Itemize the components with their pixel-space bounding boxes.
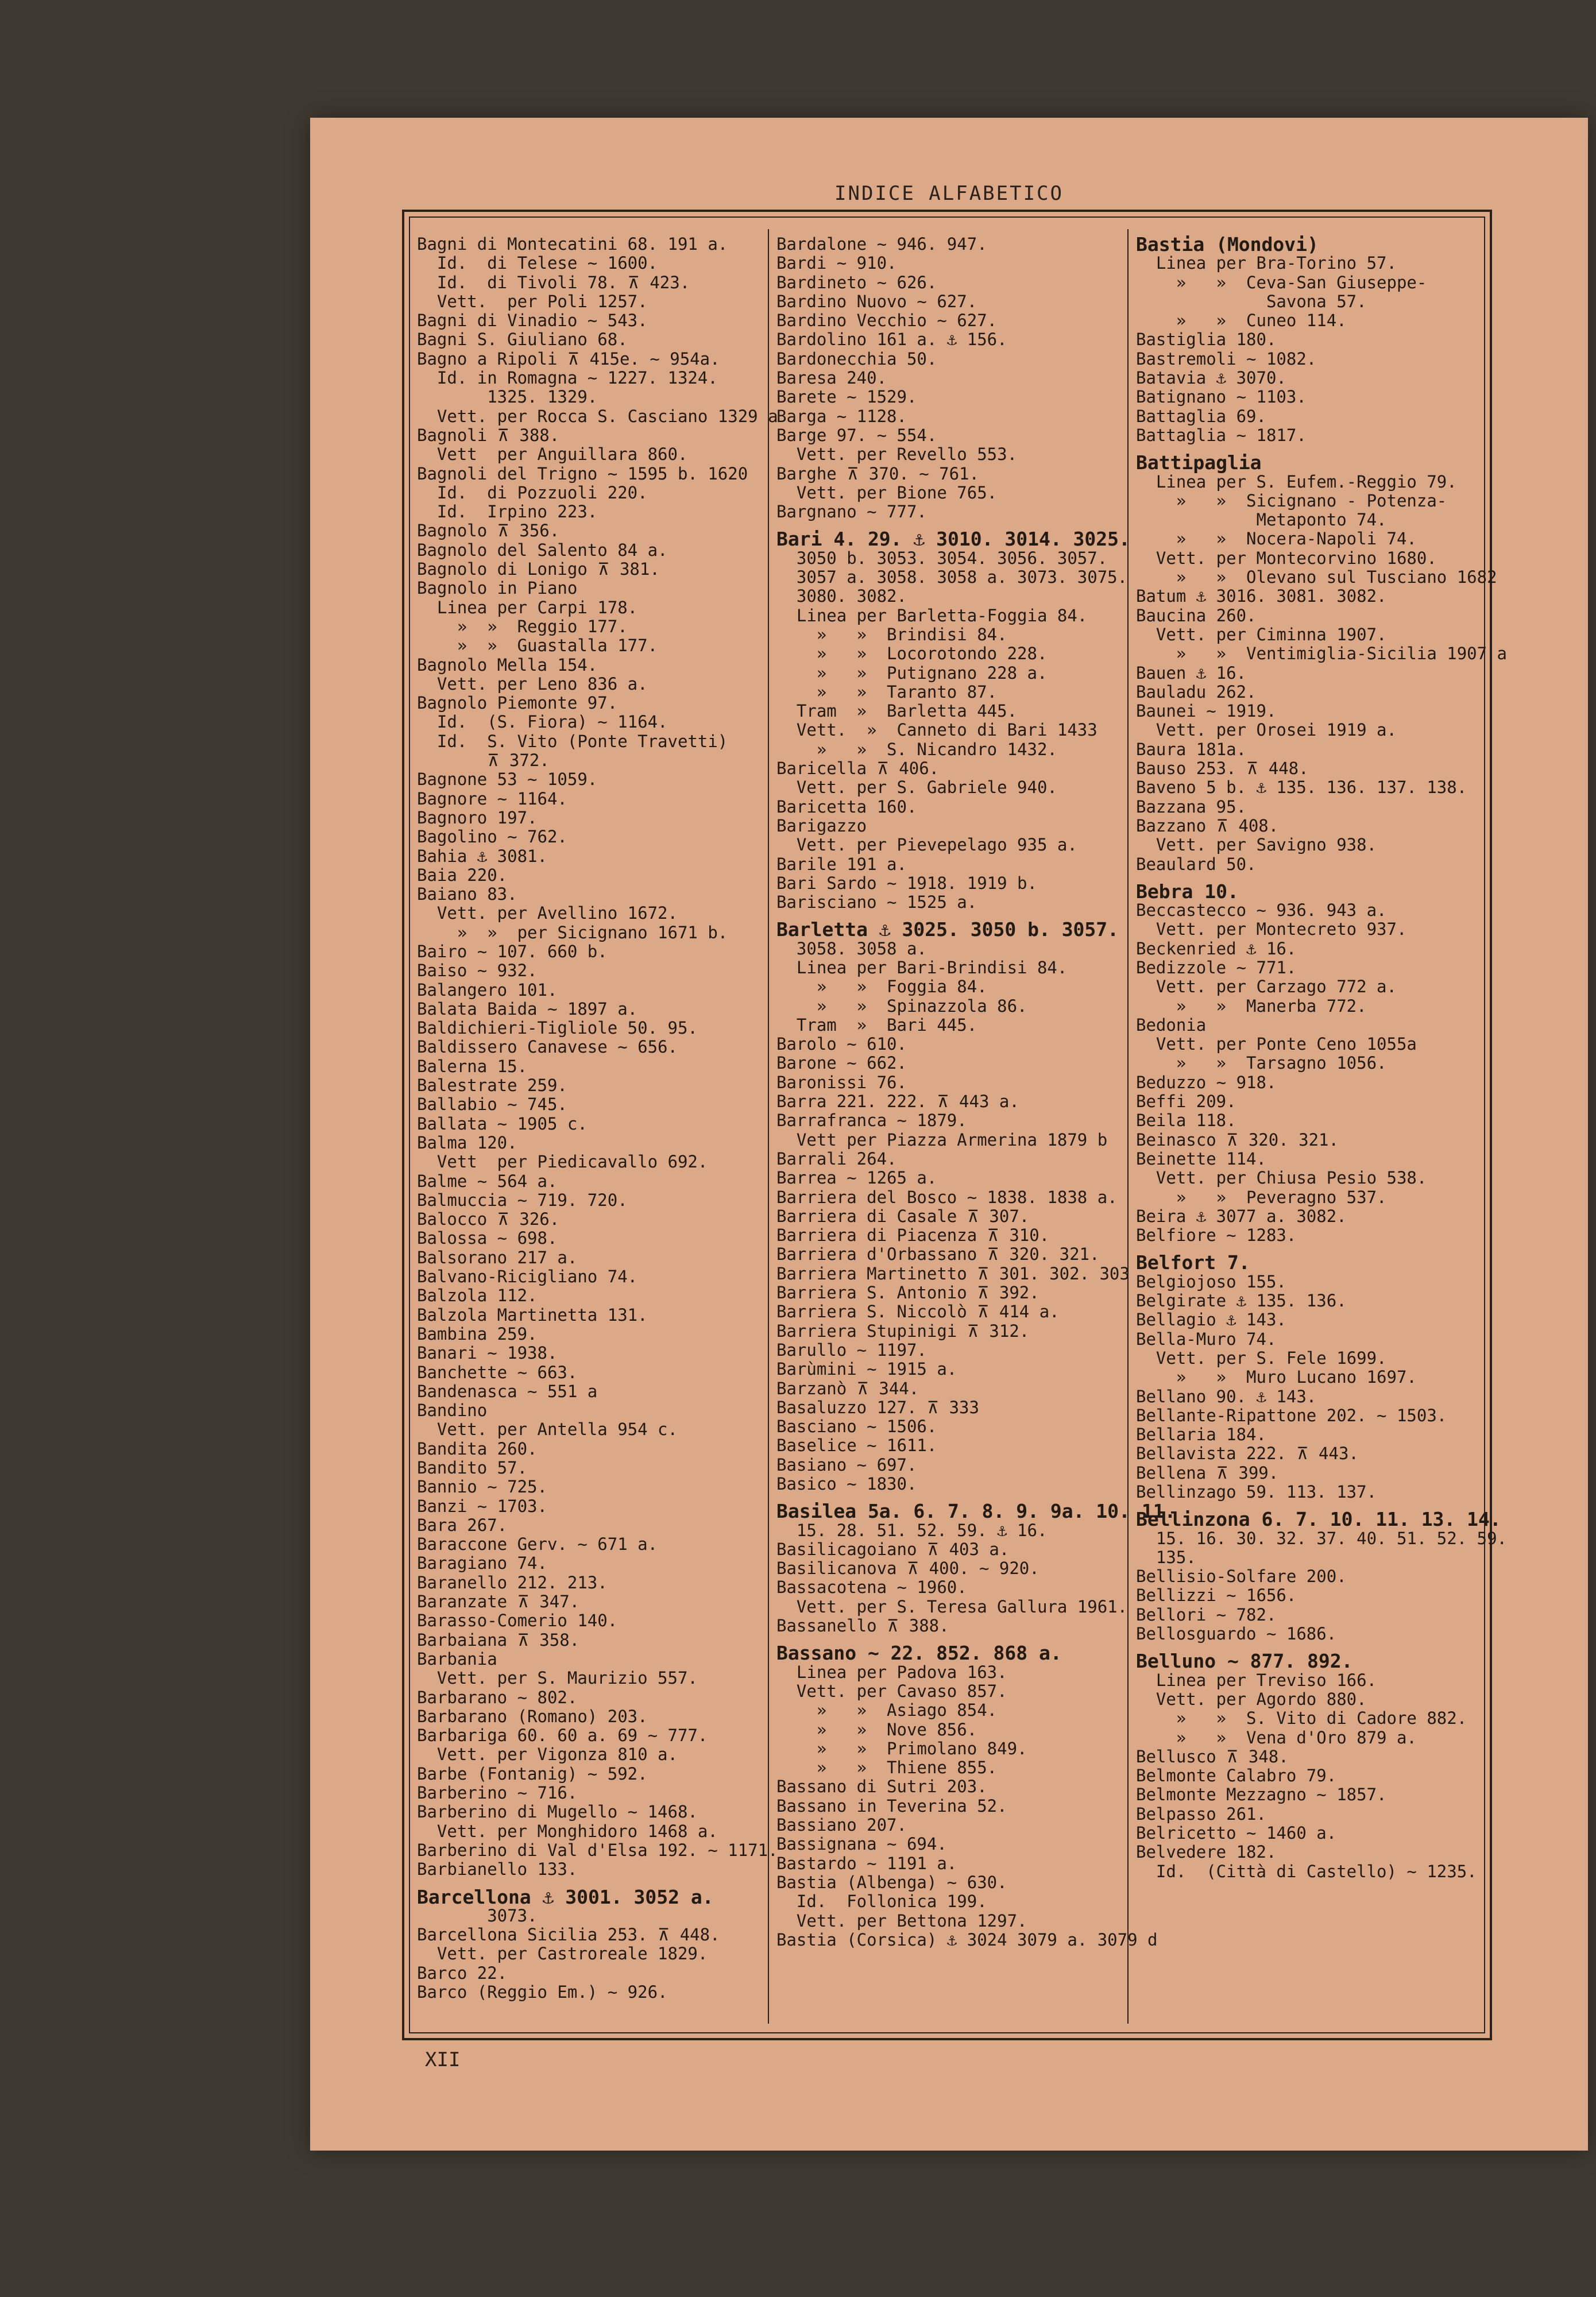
index-entry: Barbania — [417, 1649, 497, 1669]
index-entry: » » Taranto 87. — [776, 682, 998, 702]
index-entry: Bellano 90. ⚓ 143. — [1136, 1386, 1317, 1406]
index-entry: Vett. per S. Fele 1699. — [1136, 1348, 1387, 1368]
index-entry: Basilicagoiano ⊼ 403 a. — [776, 1539, 1010, 1559]
index-entry: Beinasco ⊼ 320. 321. — [1136, 1130, 1339, 1150]
index-entry: » » Ceva-San Giuseppe- — [1136, 272, 1427, 292]
index-entry: Vett. per Agordo 880. — [1136, 1689, 1367, 1709]
index-entry: » » Sicignano - Potenza- — [1136, 490, 1447, 511]
index-entry: » » S. Nicandro 1432. — [776, 739, 1057, 759]
index-entry: Bannio ~ 725. — [417, 1477, 547, 1497]
index-entry: Bella-Muro 74. — [1136, 1329, 1277, 1349]
index-entry: Bassignana ~ 694. — [776, 1834, 947, 1854]
index-entry: Vett. per Carzago 772 a. — [1136, 977, 1397, 997]
index-entry: » » S. Vito di Cadore 882. — [1136, 1708, 1467, 1728]
index-entry: Id. Follonica 199. — [776, 1892, 987, 1912]
index-entry: Bargnano ~ 777. — [776, 502, 927, 522]
index-entry: » » Tarsagno 1056. — [1136, 1053, 1387, 1073]
index-entry: Vett. per Orosei 1919 a. — [1136, 720, 1397, 740]
index-entry: Baricetta 160. — [776, 796, 917, 817]
index-entry: Barberino di Val d'Elsa 192. ~ 1171. — [417, 1840, 778, 1860]
index-entry: Balme ~ 564 a. — [417, 1171, 558, 1191]
index-entry: » » Cuneo 114. — [1136, 311, 1347, 331]
index-entry: Vett per Anguillara 860. — [417, 444, 688, 465]
index-entry: Barriera di Piacenza ⊼ 310. — [776, 1225, 1050, 1246]
index-entry: Bandino — [417, 1401, 488, 1421]
index-entry: Bellinzago 59. 113. 137. — [1136, 1482, 1377, 1502]
index-entry: » » Asiago 854. — [776, 1700, 998, 1720]
index-entry: Bellizzi ~ 1656. — [1136, 1586, 1297, 1606]
index-frame — [402, 210, 1508, 2040]
index-entry: » » per Sicignano 1671 b. — [417, 922, 728, 942]
index-entry: Barco (Reggio Em.) ~ 926. — [417, 1982, 668, 2002]
index-entry: Beaulard 50. — [1136, 854, 1257, 874]
index-entry: Barberino di Mugello ~ 1468. — [417, 1802, 698, 1822]
index-entry: Linea per Padova 163. — [776, 1662, 1007, 1682]
index-heading: Bari 4. 29. ⚓ 3010. 3014. 3025. — [776, 528, 1130, 551]
index-entry: Bastremoli ~ 1082. — [1136, 349, 1317, 369]
index-entry: Barullo ~ 1197. — [776, 1340, 927, 1360]
index-entry: » » Primolano 849. — [776, 1738, 1027, 1758]
index-entry: Beila 118. — [1136, 1111, 1236, 1131]
index-entry: Battaglia 69. — [1136, 406, 1266, 426]
index-entry: » » Foggia 84. — [776, 977, 987, 997]
index-entry: » » Ventimiglia-Sicilia 1907 a — [1136, 644, 1508, 664]
index-entry: Metaponto 74. — [1136, 510, 1387, 530]
index-entry: Bardineto ~ 626. — [776, 272, 937, 292]
index-entry: Barasso-Comerio 140. — [417, 1611, 618, 1631]
index-entry: Beira ⚓ 3077 a. 3082. — [1136, 1206, 1347, 1226]
index-entry: Bardi ~ 910. — [776, 253, 897, 273]
index-entry: Vett. per Montecreto 937. — [1136, 919, 1407, 939]
index-entry: Baveno 5 b. ⚓ 135. 136. 137. 138. — [1136, 778, 1467, 798]
index-entry: Balocco ⊼ 326. — [417, 1209, 560, 1229]
index-entry: Id. di Tivoli 78. ⊼ 423. — [417, 272, 690, 292]
index-entry: Balestrate 259. — [417, 1076, 567, 1096]
index-entry: 15. 16. 30. 32. 37. 40. 51. 52. 59. — [1136, 1528, 1508, 1548]
index-entry: Savona 57. — [1136, 291, 1367, 311]
index-entry: Balsorano 217 a. — [417, 1247, 578, 1267]
index-entry: » » Reggio 177. — [417, 616, 628, 636]
index-entry: Baunei ~ 1919. — [1136, 701, 1277, 721]
index-column-1 — [417, 234, 778, 2027]
index-entry: Bandenasca ~ 551 a — [417, 1381, 598, 1401]
index-entry: Ballabio ~ 745. — [417, 1095, 567, 1115]
index-entry: Bahia ⚓ 3081. — [417, 846, 547, 866]
index-heading: Bellinzona 6. 7. 10. 11. 13. 14. — [1136, 1508, 1501, 1531]
index-entry: Linea per Carpi 178. — [417, 597, 638, 617]
index-entry: Belfiore ~ 1283. — [1136, 1225, 1297, 1246]
index-entry: Balmuccia ~ 719. 720. — [417, 1190, 628, 1210]
index-entry: Baiso ~ 932. — [417, 961, 538, 981]
index-entry: Vett. per Antella 954 c. — [417, 1420, 678, 1440]
index-entry: Belmonte Calabro 79. — [1136, 1766, 1337, 1786]
index-entry: Bagno a Ripoli ⊼ 415e. ~ 954a. — [417, 349, 720, 369]
index-entry: Basiano ~ 697. — [776, 1455, 917, 1475]
index-entry: Barbariga 60. 60 a. 69 ~ 777. — [417, 1726, 708, 1746]
index-entry: Baresa 240. — [776, 368, 887, 388]
index-entry: Barrea ~ 1265 a. — [776, 1168, 937, 1188]
index-entry: Barrali 264. — [776, 1148, 897, 1169]
index-entry: Balerna 15. — [417, 1056, 528, 1076]
index-entry: Bellori ~ 782. — [1136, 1604, 1277, 1625]
page — [310, 118, 1588, 2151]
index-entry: Baronissi 76. — [776, 1072, 907, 1092]
index-entry: » » Putignano 228 a. — [776, 663, 1048, 683]
index-entry: Vett. per Ciminna 1907. — [1136, 624, 1387, 644]
index-entry: Basaluzzo 127. ⊼ 333 — [776, 1397, 979, 1417]
index-entry: Bagnone 53 ~ 1059. — [417, 769, 598, 790]
index-entry: Bairo ~ 107. 660 b. — [417, 941, 608, 961]
index-entry: Balossa ~ 698. — [417, 1228, 558, 1248]
index-entry: Barbianello 133. — [417, 1859, 578, 1880]
index-entry: Bellosguardo ~ 1686. — [1136, 1624, 1337, 1644]
index-entry: Bardino Nuovo ~ 627. — [776, 291, 977, 311]
index-entry: Vett. per Pievepelago 935 a. — [776, 835, 1077, 855]
index-entry: Barco 22. — [417, 1963, 508, 1983]
index-entry: Vett per Piedicavallo 692. — [417, 1152, 708, 1172]
index-entry: Batavia ⚓ 3070. — [1136, 368, 1286, 388]
index-entry: Vett. per S. Maurizio 557. — [417, 1668, 698, 1688]
index-entry: Baiano 83. — [417, 884, 517, 904]
index-entry: Vett. per Chiusa Pesio 538. — [1136, 1168, 1427, 1188]
index-entry: Vett. per Rocca S. Casciano 1329 a — [417, 406, 778, 426]
index-entry: Bastia (Corsica) ⚓ 3024 3079 a. 3079 d — [776, 1929, 1158, 1950]
index-entry: Bassano di Sutri 203. — [776, 1777, 987, 1797]
index-heading: Barcellona ⚓ 3001. 3052 a. — [417, 1885, 714, 1908]
index-entry: Bellavista 222. ⊼ 443. — [1136, 1444, 1359, 1464]
index-entry: Balzola Martinetta 131. — [417, 1305, 648, 1325]
index-entry: » » Thiene 855. — [776, 1758, 998, 1778]
index-entry: Bellisio-Solfare 200. — [1136, 1567, 1347, 1587]
index-entry: Baranello 212. 213. — [417, 1572, 608, 1592]
index-entry: Vett. per Leno 836 a. — [417, 674, 648, 694]
index-entry: Barberino ~ 716. — [417, 1783, 578, 1803]
index-entry: Linea per Bari-Brindisi 84. — [776, 957, 1068, 977]
index-heading: Belfort 7. — [1136, 1251, 1250, 1274]
index-entry: 135. — [1136, 1547, 1196, 1567]
index-entry: Bellaria 184. — [1136, 1425, 1266, 1445]
index-entry: Belricetto ~ 1460 a. — [1136, 1823, 1337, 1843]
index-entry: Barbaiana ⊼ 358. — [417, 1630, 580, 1650]
index-entry: Belpasso 261. — [1136, 1804, 1266, 1824]
index-entry: Batum ⚓ 3016. 3081. 3082. — [1136, 586, 1387, 606]
index-entry: Belluscо ⊼ 348. — [1136, 1746, 1289, 1766]
index-entry: Bagnolo di Lonigo ⊼ 381. — [417, 559, 660, 579]
index-entry: Bastia (Albenga) ~ 630. — [776, 1872, 1007, 1892]
index-entry: » » Nocera-Napoli 74. — [1136, 529, 1417, 549]
index-heading: Bastia (Mondovi) — [1136, 233, 1319, 256]
index-heading: Bebra 10. — [1136, 880, 1239, 903]
index-entry: Vett. per Ponte Ceno 1055a — [1136, 1034, 1417, 1054]
index-entry: Barzanò ⊼ 344. — [776, 1378, 919, 1398]
index-entry: Bagni di Vinadio ~ 543. — [417, 311, 648, 331]
page-header: INDICE ALFABETICO — [834, 182, 1064, 205]
index-entry: Bassanello ⊼ 388. — [776, 1616, 949, 1636]
index-entry: Baranzate ⊼ 347. — [417, 1592, 580, 1612]
index-entry: Baia 220. — [417, 865, 508, 885]
index-entry: Vett. per Vigonza 810 a. — [417, 1745, 678, 1765]
index-column-3 — [1136, 233, 1508, 2027]
index-heading: Belluno ~ 877. 892. — [1136, 1650, 1353, 1673]
index-entry: Bagni di Montecatini 68. 191 a. — [417, 234, 728, 254]
index-entry: Banchette ~ 663. — [417, 1362, 578, 1382]
index-entry: Baselice ~ 1611. — [776, 1436, 937, 1456]
index-entry: Baldichieri-Tigliole 50. 95. — [417, 1018, 698, 1038]
column-divider — [768, 229, 769, 2024]
index-entry: » » Vena d'Oro 879 a. — [1136, 1727, 1417, 1747]
index-entry: Bagolino ~ 762. — [417, 827, 567, 847]
index-entry: 3057 a. 3058. 3058 a. 3073. 3075. — [776, 567, 1128, 587]
index-entry: Basciano ~ 1506. — [776, 1417, 937, 1437]
index-entry: Barcellona Sicilia 253. ⊼ 448. — [417, 1925, 720, 1945]
index-entry: Ballata ~ 1905 c. — [417, 1113, 588, 1134]
index-entry: » » Spinazzola 86. — [776, 996, 1027, 1016]
index-entry: Bagnoro 197. — [417, 807, 538, 827]
index-entry: Balata Baida ~ 1897 a. — [417, 999, 638, 1019]
index-entry: Balangero 101. — [417, 980, 558, 1000]
index-entry: Barolo ~ 610. — [776, 1034, 907, 1054]
index-entry: Barisciano ~ 1525 a. — [776, 892, 977, 912]
index-entry: 1325. 1329. — [417, 387, 598, 407]
index-entry: Vett. per Montecorvino 1680. — [1136, 548, 1437, 568]
index-entry: Vett. per Monghidoro 1468 a. — [417, 1821, 718, 1841]
index-entry: 3080. 3082. — [776, 586, 907, 606]
index-heading: Battipaglia — [1136, 451, 1262, 474]
index-entry: Belgirate ⚓ 135. 136. — [1136, 1291, 1347, 1311]
index-entry: Barone ~ 662. — [776, 1053, 907, 1073]
index-entry: Balzola 112. — [417, 1286, 538, 1306]
index-entry: Vett. per Bettona 1297. — [776, 1911, 1027, 1931]
index-entry: Vett. per Revello 553. — [776, 444, 1018, 465]
index-entry: Vett. per Poli 1257. — [417, 291, 648, 311]
index-entry: Baucina 260. — [1136, 605, 1257, 625]
index-entry: » » Peveragno 537. — [1136, 1187, 1387, 1207]
index-entry: Baricella ⊼ 406. — [776, 759, 940, 779]
index-entry: Bara 267. — [417, 1515, 508, 1535]
index-entry: Bagnolo in Piano — [417, 578, 578, 598]
index-entry: Baraccone Gerv. ~ 671 a. — [417, 1534, 658, 1554]
index-entry: Barrafranca ~ 1879. — [776, 1111, 967, 1131]
index-entry: Bedizzole ~ 771. — [1136, 957, 1297, 977]
index-entry: Beffi 209. — [1136, 1092, 1236, 1112]
index-entry: Barriera d'Orbassano ⊼ 320. 321. — [776, 1244, 1100, 1264]
index-entry: Bassano in Teverina 52. — [776, 1796, 1007, 1816]
index-entry: Baldissero Canavese ~ 656. — [417, 1037, 678, 1057]
index-entry: Barghe ⊼ 370. ~ 761. — [776, 463, 979, 484]
column-divider — [1127, 229, 1129, 2024]
index-entry: » » Manerba 772. — [1136, 996, 1367, 1016]
index-entry: Vett. per Avellino 1672. — [417, 903, 678, 923]
index-entry: Barigazzo — [776, 815, 867, 836]
index-entry: Barriera S. Antonio ⊼ 392. — [776, 1283, 1039, 1303]
index-entry: Barriera Stupinigi ⊼ 312. — [776, 1321, 1030, 1341]
index-entry: Bellagio ⚓ 143. — [1136, 1310, 1286, 1330]
index-entry: Beduzzo ~ 918. — [1136, 1072, 1277, 1092]
index-entry: Bandito 57. — [417, 1458, 528, 1478]
index-entry: Beinette 114. — [1136, 1148, 1266, 1169]
index-entry: Bellena ⊼ 399. — [1136, 1463, 1279, 1483]
index-entry: Id. in Romagna ~ 1227. 1324. — [417, 368, 718, 388]
index-entry: Bagnolo Piemonte 97. — [417, 693, 618, 713]
index-entry: Barriera del Bosco ~ 1838. 1838 a. — [776, 1187, 1118, 1207]
index-entry: Linea per Bra-Torino 57. — [1136, 253, 1397, 273]
index-entry: Bedonia — [1136, 1015, 1207, 1035]
index-entry: Id. Irpino 223. — [417, 502, 598, 522]
index-entry: Vett. per S. Gabriele 940. — [776, 778, 1057, 798]
index-entry: Linea per Barletta-Foggia 84. — [776, 605, 1088, 625]
index-entry: Beckenried ⚓ 16. — [1136, 938, 1297, 958]
index-entry: Bazzana 95. — [1136, 796, 1247, 817]
index-entry: Barra 221. 222. ⊼ 443 a. — [776, 1092, 1019, 1112]
index-entry: Belmonte Mezzagno ~ 1857. — [1136, 1785, 1387, 1805]
index-entry: Vett per Piazza Armerina 1879 b — [776, 1130, 1108, 1150]
index-entry: Linea per Treviso 166. — [1136, 1670, 1377, 1690]
index-entry: Bandita 260. — [417, 1438, 538, 1459]
index-entry: 15. 28. 51. 52. 59. ⚓ 16. — [776, 1520, 1048, 1540]
index-entry: Battaglia ~ 1817. — [1136, 425, 1307, 445]
index-entry: » » Muro Lucano 1697. — [1136, 1367, 1417, 1387]
index-entry: Banzi ~ 1703. — [417, 1496, 547, 1516]
index-entry: Barriera Martinetto ⊼ 301. 302. 303 — [776, 1263, 1130, 1283]
index-entry: Baragiano 74. — [417, 1553, 547, 1573]
index-entry: Basico ~ 1830. — [776, 1474, 917, 1494]
index-entry: Barbarano ~ 802. — [417, 1687, 578, 1707]
index-heading: Basilea 5a. 6. 7. 8. 9. 9a. 10. 11. — [776, 1500, 1176, 1523]
index-entry: ⊼ 372. — [417, 751, 550, 771]
index-entry: Balvano-Ricigliano 74. — [417, 1267, 638, 1287]
index-entry: Belgiojoso 155. — [1136, 1271, 1286, 1291]
index-entry: » » Guastalla 177. — [417, 636, 658, 656]
page-number: XII — [425, 2048, 461, 2071]
index-entry: Bauladu 262. — [1136, 682, 1257, 702]
index-entry: Vett. per Cavaso 857. — [776, 1681, 1007, 1701]
index-entry: Basilicanova ⊼ 400. ~ 920. — [776, 1559, 1039, 1579]
index-entry: Bassacotena ~ 1960. — [776, 1577, 967, 1598]
index-entry: Bardonecchia 50. — [776, 349, 937, 369]
index-entry: Id. (S. Fiora) ~ 1164. — [417, 712, 668, 732]
index-entry: Vett. » Canneto di Bari 1433 — [776, 720, 1098, 740]
index-entry: Barriera S. Niccolò ⊼ 414 a. — [776, 1302, 1060, 1322]
index-entry: Bari Sardo ~ 1918. 1919 b. — [776, 873, 1037, 893]
index-entry: Vett. per Bione 765. — [776, 482, 998, 502]
index-entry: Barbarano (Romano) 203. — [417, 1706, 648, 1726]
index-entry: Bastiglia 180. — [1136, 330, 1277, 350]
index-entry: » » Locorotondo 228. — [776, 644, 1048, 664]
index-entry: Bastardo ~ 1191 a. — [776, 1853, 957, 1873]
index-entry: Bagnolo ⊼ 356. — [417, 521, 560, 541]
index-entry: 3050 b. 3053. 3054. 3056. 3057. — [776, 548, 1108, 568]
index-entry: Bagnolo del Salento 84 a. — [417, 540, 668, 560]
index-entry: Tram » Bari 445. — [776, 1015, 977, 1035]
index-entry: Belvedere 182. — [1136, 1842, 1277, 1862]
index-entry: Id. S. Vito (Ponte Travetti) — [417, 731, 728, 751]
index-entry: Beccastecco ~ 936. 943 a. — [1136, 900, 1387, 921]
index-entry: Barete ~ 1529. — [776, 387, 917, 407]
index-entry: Barbe (Fontanig) ~ 592. — [417, 1764, 648, 1784]
index-entry: Bagnolo Mella 154. — [417, 655, 598, 675]
index-entry: Bellante-Ripattone 202. ~ 1503. — [1136, 1405, 1447, 1425]
index-entry: Bambina 259. — [417, 1324, 538, 1344]
index-entry: Vett. per Castroreale 1829. — [417, 1944, 708, 1964]
index-entry: Barga ~ 1128. — [776, 406, 907, 426]
index-entry: Barge 97. ~ 554. — [776, 425, 937, 445]
index-entry: Bardolino 161 a. ⚓ 156. — [776, 330, 1007, 350]
index-entry: Bagni S. Giuliano 68. — [417, 330, 628, 350]
index-entry: Id. (Città di Castello) ~ 1235. — [1136, 1861, 1477, 1881]
index-entry: Barùmini ~ 1915 a. — [776, 1359, 957, 1379]
index-entry: Vett. per Savigno 938. — [1136, 835, 1377, 855]
index-entry: Bazzano ⊼ 408. — [1136, 815, 1279, 836]
index-entry: Barriera di Casale ⊼ 307. — [776, 1206, 1030, 1226]
index-entry: Baura 181a. — [1136, 739, 1247, 759]
index-heading: Barletta ⚓ 3025. 3050 b. 3057. — [776, 918, 1119, 941]
index-entry: Bardalone ~ 946. 947. — [776, 234, 987, 254]
index-entry: Bagnore ~ 1164. — [417, 788, 567, 809]
index-entry: Balma 120. — [417, 1132, 517, 1153]
index-entry: Bauso 253. ⊼ 448. — [1136, 759, 1309, 779]
index-entry: Linea per S. Eufem.-Reggio 79. — [1136, 471, 1457, 492]
index-entry: Bassiano 207. — [776, 1815, 907, 1835]
index-entry: 3073. — [417, 1905, 538, 1925]
index-entry: Id. di Pozzuoli 220. — [417, 482, 648, 502]
index-entry: » » Olevano sul Tusciano 1682 — [1136, 567, 1497, 587]
index-entry: Vett. per S. Teresa Gallura 1961. — [776, 1596, 1128, 1617]
index-entry: Batignano ~ 1103. — [1136, 387, 1307, 407]
index-heading: Bassano ~ 22. 852. 868 a. — [776, 1642, 1062, 1665]
index-entry: » » Brindisi 84. — [776, 624, 1007, 644]
index-entry: 3058. 3058 a. — [776, 938, 927, 958]
index-entry: Barile 191 a. — [776, 854, 907, 874]
index-entry: Bagnoli del Trigno ~ 1595 b. 1620 — [417, 463, 748, 484]
index-entry: Tram » Barletta 445. — [776, 701, 1018, 721]
index-entry: Bagnoli ⊼ 388. — [417, 425, 560, 445]
index-entry: Bauen ⚓ 16. — [1136, 663, 1247, 683]
index-entry: Id. di Telese ~ 1600. — [417, 253, 658, 273]
index-entry: » » Nove 856. — [776, 1719, 977, 1739]
index-entry: Banari ~ 1938. — [417, 1343, 558, 1363]
index-entry: Bardino Vecchio ~ 627. — [776, 311, 998, 331]
